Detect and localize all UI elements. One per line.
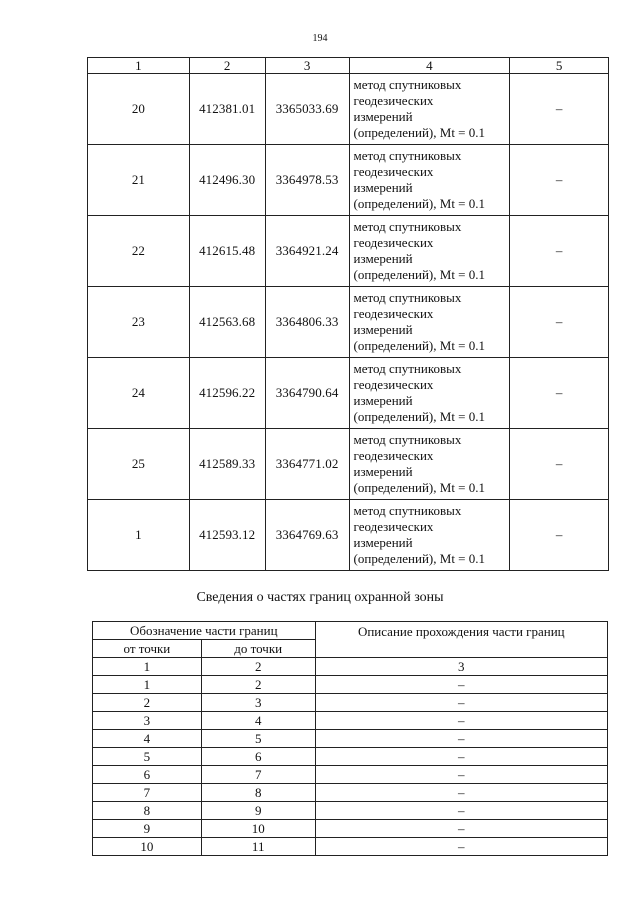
y-coordinate-cell: 3364769.63 bbox=[265, 500, 349, 571]
table-row bbox=[88, 145, 609, 216]
from-point-cell: 8 bbox=[93, 802, 202, 820]
from-point-cell: 6 bbox=[93, 766, 202, 784]
column-number-header: 1 bbox=[93, 658, 202, 676]
from-point-cell: 5 bbox=[93, 748, 202, 766]
x-coordinate-cell: 412496.30 bbox=[189, 145, 265, 216]
column-number-header: 4 bbox=[349, 58, 510, 74]
from-point-cell: 7 bbox=[93, 784, 202, 802]
method-cell bbox=[349, 358, 510, 429]
method-cell bbox=[349, 287, 510, 358]
method-line: (определений), Mt = 0.1 bbox=[353, 551, 486, 566]
y-coordinate-cell: 3364806.33 bbox=[265, 287, 349, 358]
table-row bbox=[93, 820, 608, 838]
note-cell: – bbox=[510, 429, 609, 500]
x-coordinate-cell: 412381.01 bbox=[189, 74, 265, 145]
description-cell: – bbox=[315, 730, 607, 748]
from-point-cell: 3 bbox=[93, 712, 202, 730]
x-coordinate-cell: 412593.12 bbox=[189, 500, 265, 571]
description-cell: – bbox=[315, 838, 607, 856]
y-coordinate-cell: 3364771.02 bbox=[265, 429, 349, 500]
note-cell: – bbox=[510, 500, 609, 571]
description-cell: – bbox=[315, 694, 607, 712]
method-line: метод спутниковых bbox=[353, 148, 462, 163]
method-cell bbox=[349, 74, 510, 145]
method-line: геодезических bbox=[353, 164, 434, 179]
from-point-header: от точки bbox=[93, 640, 202, 658]
description-cell: – bbox=[315, 748, 607, 766]
note-cell: – bbox=[510, 287, 609, 358]
point-number-cell: 23 bbox=[88, 287, 190, 358]
point-number-cell: 24 bbox=[88, 358, 190, 429]
method-line: измерений bbox=[353, 109, 413, 124]
method-line: метод спутниковых bbox=[353, 219, 462, 234]
boundary-parts-table bbox=[92, 621, 608, 856]
table-row bbox=[93, 748, 608, 766]
description-cell: – bbox=[315, 766, 607, 784]
to-point-cell: 3 bbox=[201, 694, 315, 712]
column-number-header: 5 bbox=[510, 58, 609, 74]
from-point-cell: 1 bbox=[93, 676, 202, 694]
to-point-cell: 4 bbox=[201, 712, 315, 730]
table-row bbox=[93, 838, 608, 856]
point-number-cell: 21 bbox=[88, 145, 190, 216]
to-point-header: до точки bbox=[201, 640, 315, 658]
method-cell bbox=[349, 429, 510, 500]
to-point-cell: 9 bbox=[201, 802, 315, 820]
method-line: геодезических bbox=[353, 306, 434, 321]
method-line: (определений), Mt = 0.1 bbox=[353, 196, 486, 211]
description-cell: – bbox=[315, 802, 607, 820]
method-line: метод спутниковых bbox=[353, 361, 462, 376]
method-cell bbox=[349, 500, 510, 571]
note-cell: – bbox=[510, 74, 609, 145]
to-point-cell: 11 bbox=[201, 838, 315, 856]
method-line: (определений), Mt = 0.1 bbox=[353, 338, 486, 353]
method-cell bbox=[349, 216, 510, 287]
table-row bbox=[93, 784, 608, 802]
y-coordinate-cell: 3364978.53 bbox=[265, 145, 349, 216]
note-cell: – bbox=[510, 145, 609, 216]
method-line: измерений bbox=[353, 322, 413, 337]
method-cell bbox=[349, 145, 510, 216]
description-cell: – bbox=[315, 820, 607, 838]
coordinates-table bbox=[87, 57, 609, 571]
boundary-designation-header: Обозначение части границ bbox=[93, 622, 316, 640]
from-point-cell: 4 bbox=[93, 730, 202, 748]
method-line: метод спутниковых bbox=[353, 432, 462, 447]
point-number-cell: 22 bbox=[88, 216, 190, 287]
coordinates-header-row bbox=[88, 58, 609, 74]
table-row bbox=[93, 676, 608, 694]
table-row bbox=[93, 766, 608, 784]
to-point-cell: 2 bbox=[201, 676, 315, 694]
note-cell: – bbox=[510, 358, 609, 429]
x-coordinate-cell: 412589.33 bbox=[189, 429, 265, 500]
method-line: геодезических bbox=[353, 377, 434, 392]
x-coordinate-cell: 412563.68 bbox=[189, 287, 265, 358]
description-cell: – bbox=[315, 676, 607, 694]
boundary-description-header: Описание прохождения части границ bbox=[315, 622, 607, 658]
method-line: измерений bbox=[353, 535, 413, 550]
method-line: метод спутниковых bbox=[353, 290, 462, 305]
method-line: (определений), Mt = 0.1 bbox=[353, 125, 486, 140]
numbering-row bbox=[93, 658, 608, 676]
section-title: Сведения о частях границ охранной зоны bbox=[196, 590, 444, 605]
table-row bbox=[88, 74, 609, 145]
y-coordinate-cell: 3365033.69 bbox=[265, 74, 349, 145]
method-line: (определений), Mt = 0.1 bbox=[353, 267, 486, 282]
method-line: геодезических bbox=[353, 93, 434, 108]
to-point-cell: 6 bbox=[201, 748, 315, 766]
from-point-cell: 10 bbox=[93, 838, 202, 856]
point-number-cell: 20 bbox=[88, 74, 190, 145]
column-number-header: 3 bbox=[265, 58, 349, 74]
table-row bbox=[88, 216, 609, 287]
method-line: (определений), Mt = 0.1 bbox=[353, 480, 486, 495]
from-point-cell: 9 bbox=[93, 820, 202, 838]
table-row bbox=[93, 802, 608, 820]
x-coordinate-cell: 412596.22 bbox=[189, 358, 265, 429]
column-number-header: 1 bbox=[88, 58, 190, 74]
method-line: измерений bbox=[353, 464, 413, 479]
column-number-header: 2 bbox=[201, 658, 315, 676]
description-cell: – bbox=[315, 784, 607, 802]
to-point-cell: 5 bbox=[201, 730, 315, 748]
y-coordinate-cell: 3364921.24 bbox=[265, 216, 349, 287]
x-coordinate-cell: 412615.48 bbox=[189, 216, 265, 287]
column-number-header: 3 bbox=[315, 658, 607, 676]
table-row bbox=[93, 712, 608, 730]
to-point-cell: 8 bbox=[201, 784, 315, 802]
from-point-cell: 2 bbox=[93, 694, 202, 712]
table-row bbox=[88, 287, 609, 358]
method-line: геодезических bbox=[353, 519, 434, 534]
method-line: метод спутниковых bbox=[353, 503, 462, 518]
table-row bbox=[88, 500, 609, 571]
table-row bbox=[88, 429, 609, 500]
method-line: метод спутниковых bbox=[353, 77, 462, 92]
method-line: геодезических bbox=[353, 448, 434, 463]
to-point-cell: 7 bbox=[201, 766, 315, 784]
table-row bbox=[88, 358, 609, 429]
method-line: геодезических bbox=[353, 235, 434, 250]
method-line: измерений bbox=[353, 393, 413, 408]
method-line: (определений), Mt = 0.1 bbox=[353, 409, 486, 424]
description-cell: – bbox=[315, 712, 607, 730]
point-number-cell: 25 bbox=[88, 429, 190, 500]
page-number: 194 bbox=[312, 33, 328, 44]
table-row bbox=[93, 694, 608, 712]
method-line: измерений bbox=[353, 251, 413, 266]
y-coordinate-cell: 3364790.64 bbox=[265, 358, 349, 429]
column-number-header: 2 bbox=[189, 58, 265, 74]
note-cell: – bbox=[510, 216, 609, 287]
table-row bbox=[93, 730, 608, 748]
to-point-cell: 10 bbox=[201, 820, 315, 838]
point-number-cell: 1 bbox=[88, 500, 190, 571]
method-line: измерений bbox=[353, 180, 413, 195]
